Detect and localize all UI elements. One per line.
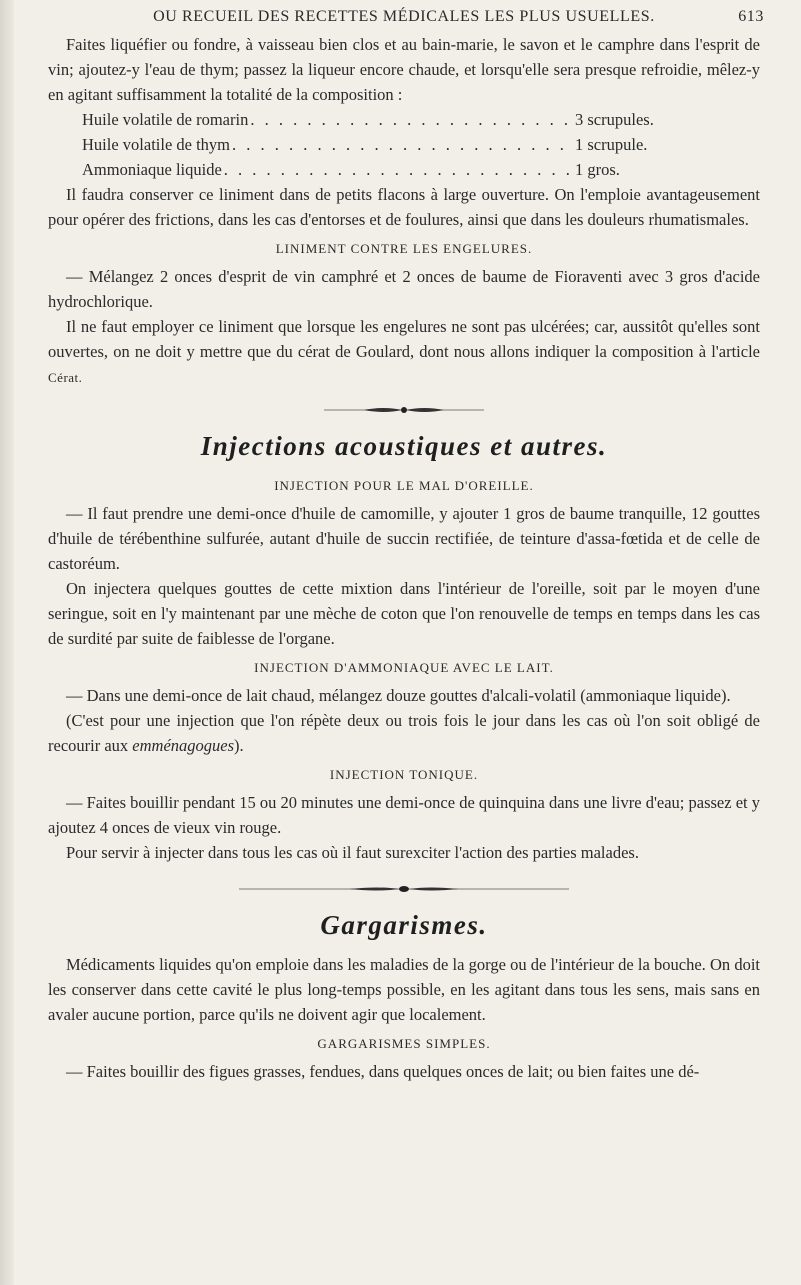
recipe-heading-tonique: INJECTION TONIQUE. <box>329 767 479 782</box>
recipe-tonique-text: — Faites bouillir pendant 15 ou 20 minutes une demi-once de quinquina dans une livre d'eau; passez et y ajoutez 4 onces de vieux vin rouge. <box>48 793 760 837</box>
recipe-ammoniaque-note-emphasis: emménagogues <box>132 736 235 755</box>
section-title-injections: Injections acoustiques et autres. <box>200 431 608 461</box>
page-number: 613 <box>738 8 764 25</box>
recipe-heading-mal-oreille: INJECTION POUR LE MAL D'OREILLE. <box>274 478 534 493</box>
ingredient-name: Huile volatile de thym <box>82 135 231 154</box>
recipe-ammoniaque-note-text: (C'est pour une injection que l'on répète deux ou trois fois le jour dans les cas où l'on soit obligé de recourir aux <box>48 711 760 755</box>
running-head <box>48 4 764 32</box>
recipe-heading-ammoniaque: INJECTION D'AMMONIAQUE AVEC LE LAIT. <box>254 660 554 675</box>
fleuron-ornament-icon <box>48 406 760 414</box>
rule-ornament-icon <box>48 885 760 893</box>
ingredient-list <box>82 107 677 182</box>
dot-leader <box>232 132 569 157</box>
ingredient-name: Ammoniaque liquide <box>82 160 222 179</box>
page-binding-shadow <box>0 0 14 1285</box>
running-head-title: OU RECUEIL DES RECETTES MÉDICALES LES PLUS USUELLES. <box>153 8 655 25</box>
ingredient-quantity: 1 gros. <box>575 160 620 179</box>
ingredient-quantity: 1 scrupule. <box>575 135 648 154</box>
ingredient-name: Huile volatile de romarin <box>82 110 249 129</box>
book-page <box>48 0 764 1084</box>
cross-reference-cerat: Cérat. <box>48 370 83 385</box>
section-title-gargarismes: Gargarismes. <box>320 910 488 940</box>
recipe-heading-engelures: LINIMENT CONTRE LES ENGELURES. <box>275 241 533 256</box>
recipe-mal-oreille-usage: On injectera quelques gouttes de cette mixtion dans l'intérieur de l'oreille, soit par le moyen d'une seringue, soit en l'y maintenant par une mèche de coton que l'on renouvelle de temps en temps dans les cas de surdité par suite de faiblesse de l'organe. <box>48 579 760 648</box>
recipe-ammoniaque-note-end: ). <box>234 736 244 755</box>
recipe-ammoniaque-text: — Dans une demi-once de lait chaud, mélangez douze gouttes d'alcali-volatil (ammoniaque liquide). <box>66 686 731 705</box>
ingredient-row <box>82 157 677 182</box>
dot-leader <box>250 107 569 132</box>
ingredient-row <box>82 132 677 157</box>
ingredient-row <box>82 107 677 132</box>
gargarismes-simples-text: — Faites bouillir des figues grasses, fendues, dans quelques onces de lait; ou bien faites une dé- <box>66 1062 700 1081</box>
recipe-tonique-usage: Pour servir à injecter dans tous les cas où il faut surexciter l'action des parties malades. <box>66 843 639 862</box>
recipe-engelures-note-text: Il ne faut employer ce liniment que lorsque les engelures ne sont pas ulcérées; car, aussitôt qu'elles sont ouvertes, on ne doit y mettre que du cérat de Goulard, dont nous allons indiquer la composition à l'article <box>48 317 760 361</box>
ingredient-quantity: 3 scrupules. <box>575 110 654 129</box>
recipe-engelures-text: — Mélangez 2 onces d'esprit de vin camphré et 2 onces de baume de Fioraventi avec 3 gros d'acide hydrochlorique. <box>48 267 760 311</box>
recipe-engelures-note <box>48 314 760 390</box>
dot-leader <box>224 157 569 182</box>
intro-paragraph: Faites liquéfier ou fondre, à vaisseau bien clos et au bain-marie, le savon et le camphre dans l'esprit de vin; ajoutez-y l'eau de thym; passez la liqueur encore chaude, et lorsqu'elle sera presque refroidie, mêlez-y en agitant suffisamment la totalité de la composition : <box>48 35 760 104</box>
liniment-usage-paragraph: Il faudra conserver ce liniment dans de petits flacons à large ouverture. On l'emploie avantageusement pour opérer des frictions, dans les cas d'entorses et de foulures, ainsi que dans les douleurs rhumatismales. <box>48 185 760 229</box>
recipe-heading-gargarismes-simples: GARGARISMES SIMPLES. <box>317 1036 491 1051</box>
gargarismes-intro: Médicaments liquides qu'on emploie dans les maladies de la gorge ou de l'intérieur de la bouche. On doit les conserver dans cette cavité le plus long-temps possible, en les agitant dans tous les sens, mais sans en avaler aucune portion, parce qu'ils ne doivent agir que localement. <box>48 955 760 1024</box>
recipe-mal-oreille-text: — Il faut prendre une demi-once d'huile de camomille, y ajouter 1 gros de baume tranquille, 12 gouttes d'huile de térébenthine sulfurée, autant d'huile de succin rectifiée, de teinture d'assa-fœtida et de celle de castoréum. <box>48 504 760 573</box>
recipe-ammoniaque-note <box>48 708 760 758</box>
